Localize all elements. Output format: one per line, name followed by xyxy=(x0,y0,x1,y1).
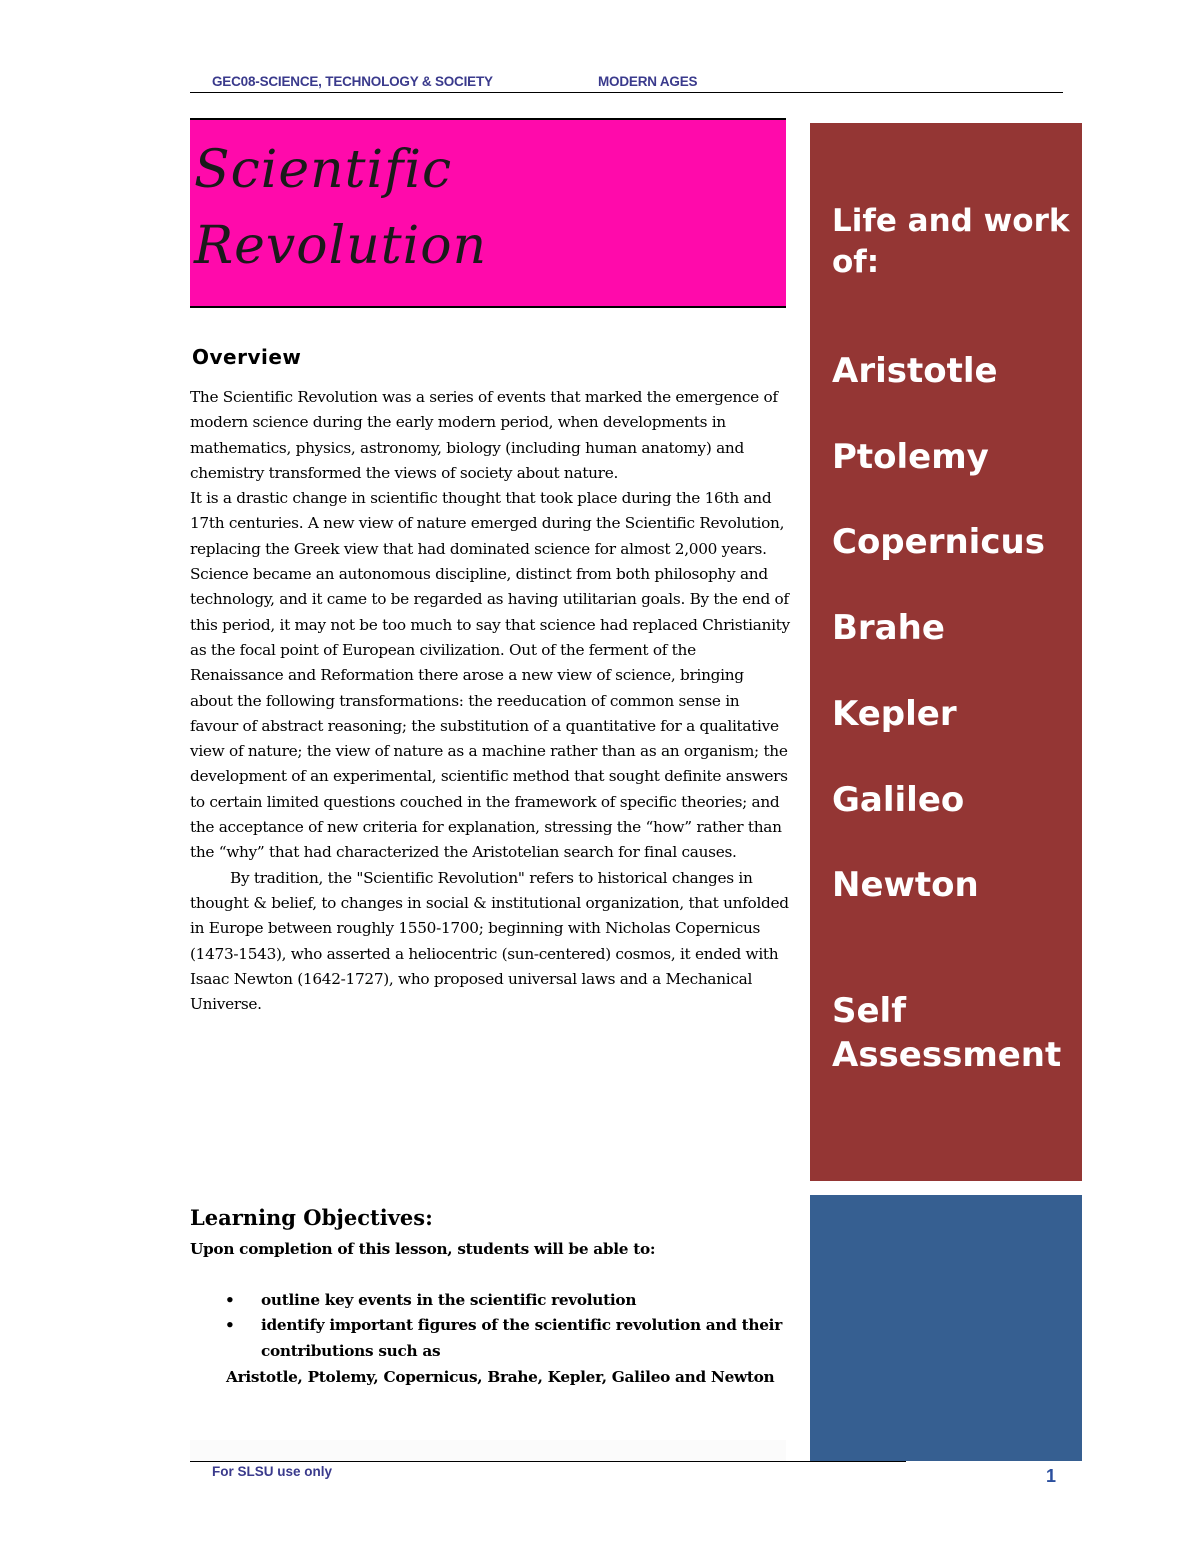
overview-paragraph-1: The Scientific Revolution was a series of events that marked the emergence of modern science during the early modern period, when developments in mathematics, physics, astronomy, biology (including human anatomy) and chemistry transformed the views of society about nature. xyxy=(190,388,778,482)
sidebar-heading-line-1: Life and work xyxy=(832,203,1070,239)
sidebar-name-kepler: Kepler xyxy=(832,694,957,734)
learning-objectives-intro: Upon completion of this lesson, students will be able to: xyxy=(190,1240,656,1258)
sidebar-name-ptolemy: Ptolemy xyxy=(832,437,989,477)
overview-paragraph-3: By tradition, the "Scientific Revolution" refers to historical changes in thought & belief, to changes in social & institutional organization, that unfolded in Europe between roughly 1550-1700; beginning with Nicholas Copernicus (1473-1543), who asserted a heliocentric (sun-centered) cosmos, it ended with Isaac Newton (1642-1727), who proposed universal laws and a Mechanical Universe. xyxy=(190,868,789,1014)
bottom-shade xyxy=(190,1440,786,1462)
sidebar-name-aristotle: Aristotle xyxy=(832,351,998,391)
sidebar-heading xyxy=(832,201,1082,283)
sidebar-name-newton: Newton xyxy=(832,865,979,905)
page-number: 1 xyxy=(1046,1466,1057,1486)
learning-objectives-heading: Learning Objectives: xyxy=(190,1205,433,1230)
learning-objectives-tail: Aristotle, Ptolemy, Copernicus, Brahe, Kepler, Galileo and Newton xyxy=(226,1368,775,1386)
header-right-text: MODERN AGES xyxy=(598,74,698,89)
sidebar-panel xyxy=(810,123,1082,1181)
footer-left-text: For SLSU use only xyxy=(212,1464,333,1479)
footer-rule xyxy=(190,1461,906,1462)
sidebar-self-assessment xyxy=(832,989,1061,1077)
title-line-1: Scientific xyxy=(194,140,453,200)
title-box xyxy=(190,118,786,308)
overview-body xyxy=(190,385,790,1017)
header-left-text: GEC08-SCIENCE, TECHNOLOGY & SOCIETY xyxy=(212,74,493,89)
sidebar-name-copernicus: Copernicus xyxy=(832,522,1045,562)
objective-item: • outline key events in the scientific revolution xyxy=(190,1288,790,1313)
objective-item: • identify important figures of the scientific revolution and their contributions such as xyxy=(190,1313,790,1364)
self-assessment-line-2: Assessment xyxy=(832,1035,1062,1075)
overview-heading: Overview xyxy=(192,345,302,369)
title-line-2: Revolution xyxy=(194,216,488,276)
overview-paragraph-2: It is a drastic change in scientific thought that took place during the 16th and 17th centuries. A new view of nature emerged during the Scientific Revolution, replacing the Greek view that had dominated science for almost 2,000 years. Science became an autonomous discipline, distinct from both philosophy and technology, and it came to be regarded as having utilitarian goals. By the end of this period, it may not be too much to say that science had replaced Christianity as the focal point of European civilization. Out of the ferment of the Renaissance and Reformation there arose a new view of science, bringing about the following transformations: the reeducation of common sense in favour of abstract reasoning; the substitution of a quantitative for a qualitative view of nature; the view of nature as a machine rather than as an organism; the development of an experimental, scientific method that sought definite answers to certain limited questions couched in the framework of specific theories; and the acceptance of new criteria for explanation, stressing the “how” rather than the “why” that had characterized the Aristotelian search for final causes. xyxy=(190,489,790,862)
self-assessment-line-1: Self xyxy=(832,991,906,1031)
sidebar-name-galileo: Galileo xyxy=(832,780,965,820)
learning-objectives-list xyxy=(190,1288,790,1364)
page-title xyxy=(194,132,774,284)
header-rule xyxy=(190,92,1063,93)
sidebar-heading-line-2: of: xyxy=(832,244,880,280)
sidebar-name-brahe: Brahe xyxy=(832,608,945,648)
blue-box xyxy=(810,1195,1082,1461)
